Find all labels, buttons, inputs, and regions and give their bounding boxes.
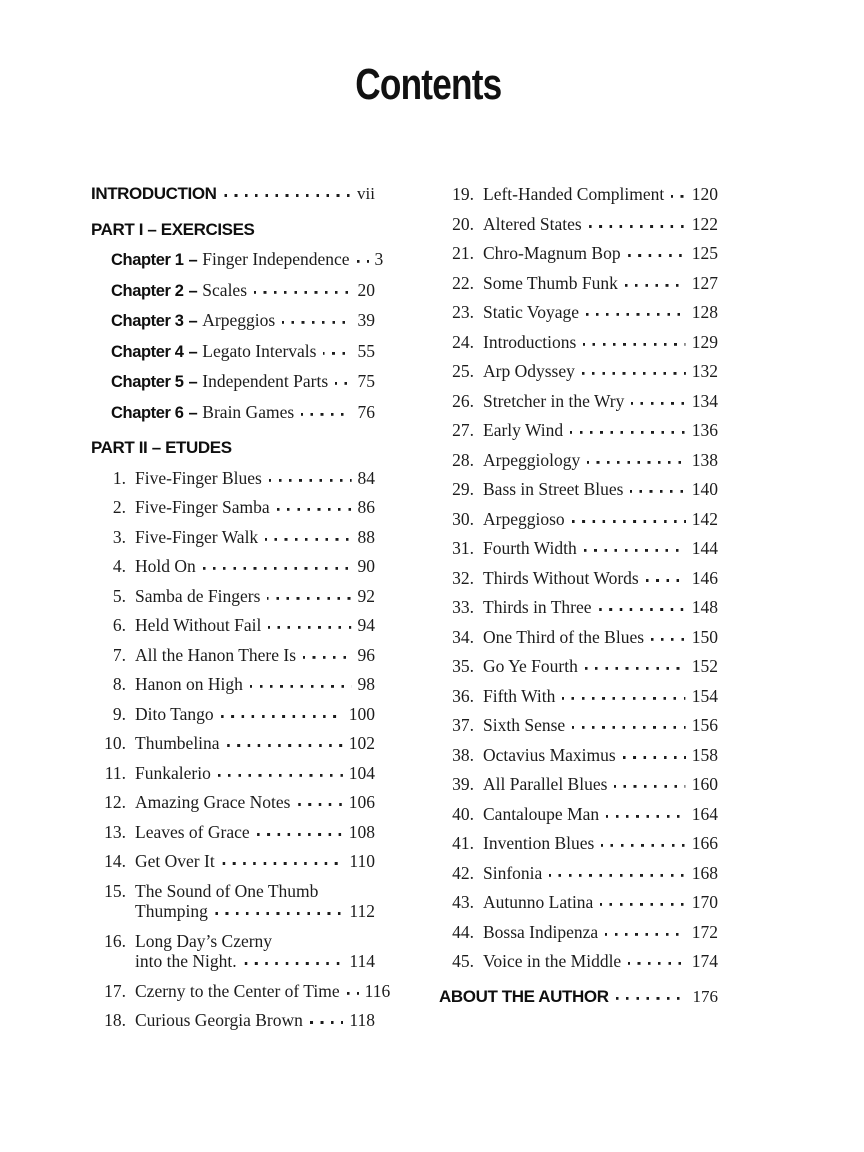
dot-leader — [254, 291, 351, 294]
toc-entry-etude-27 — [439, 420, 718, 441]
etude-number: 14. — [104, 851, 126, 871]
toc-entry-etude-1 — [91, 468, 375, 489]
page-number: 20 — [357, 279, 375, 300]
toc-entry-chapter-2 — [91, 280, 375, 302]
etude-number: 27. — [452, 420, 474, 440]
etude-title-line1: The Sound of One Thumb — [135, 880, 319, 901]
part2-heading: PART II – ETUDES — [91, 438, 232, 457]
page-number: 112 — [349, 901, 375, 921]
page-number: 129 — [691, 331, 718, 352]
toc-entry-etude-42 — [439, 863, 718, 884]
page-number: 160 — [691, 774, 718, 794]
page-number: 142 — [691, 508, 718, 529]
etude-title: Left-Handed Compliment — [483, 184, 665, 204]
etude-title: Get Over It — [135, 851, 215, 871]
etude-title-line2: into the Night. — [135, 951, 237, 971]
etude-title: Bass in Street Blues — [483, 479, 624, 499]
etude-number: 6. — [112, 615, 126, 635]
etude-title: Arpeggiology — [483, 449, 581, 470]
page-number: 140 — [691, 479, 718, 499]
etude-title: Arp Odyssey — [483, 361, 575, 381]
toc-entry-etude-4 — [91, 556, 375, 577]
etude-title-line1: Long Day’s Czerny — [135, 930, 273, 951]
toc-entry-etude-14 — [91, 851, 375, 872]
etude-number: 41. — [452, 833, 474, 853]
etude-title: Early Wind — [483, 420, 564, 440]
dot-leader — [625, 284, 686, 287]
chapter-title: Arpeggios — [202, 310, 276, 330]
etude-number: 29. — [452, 479, 474, 499]
toc-entry-etude-44 — [439, 922, 718, 943]
page-number: 102 — [348, 733, 375, 753]
etude-number: 8. — [112, 674, 126, 694]
dot-leader — [651, 638, 686, 641]
toc-entry-etude-16 — [91, 931, 375, 972]
etude-number: 1. — [112, 467, 126, 488]
etude-title: Introductions — [483, 331, 577, 352]
etude-number: 25. — [452, 361, 474, 381]
etude-number: 33. — [452, 597, 474, 617]
page-number: 75 — [357, 371, 375, 391]
chapter-label: Chapter 2 — [111, 281, 184, 300]
etude-number: 5. — [112, 585, 126, 606]
toc-entry-chapter-4 — [91, 341, 375, 363]
chapter-title: Independent Parts — [202, 371, 329, 391]
etude-title: Stretcher in the Wry — [483, 390, 625, 411]
etude-title: One Third of the Blues — [483, 626, 645, 647]
about-author-label: ABOUT THE AUTHOR — [439, 986, 609, 1006]
etude-title: Five-Finger Walk — [135, 526, 259, 547]
etude-number: 36. — [452, 685, 474, 706]
page-number: 168 — [691, 862, 718, 883]
dash: – — [188, 403, 198, 422]
dot-leader — [630, 490, 685, 493]
page-number: 92 — [357, 585, 375, 606]
toc-entry-etude-30 — [439, 509, 718, 530]
toc-column-left — [91, 184, 391, 1040]
dot-leader — [267, 597, 351, 600]
etude-number: 45. — [452, 951, 474, 971]
page-number: 116 — [364, 980, 391, 1001]
etude-number: 21. — [452, 243, 474, 263]
dot-leader — [549, 874, 685, 877]
dot-leader — [357, 260, 369, 263]
dot-leader — [301, 413, 351, 416]
etude-title: Thirds Without Words — [483, 567, 639, 588]
dot-leader — [616, 997, 687, 1000]
etude-number: 35. — [452, 656, 474, 676]
page-number: 39 — [357, 310, 375, 330]
page-number: 166 — [691, 833, 718, 853]
etude-number: 39. — [452, 774, 474, 794]
page-number: vii — [357, 184, 375, 203]
etude-title: Go Ye Fourth — [483, 656, 578, 676]
page-number: 110 — [349, 851, 375, 871]
page-number: 114 — [349, 951, 375, 971]
dot-leader — [628, 254, 686, 257]
etude-title: Curious Georgia Brown — [135, 1010, 303, 1030]
page-number: 98 — [357, 674, 375, 694]
chapter-label: Chapter 3 — [111, 312, 184, 330]
toc-entry-etude-35 — [439, 656, 718, 677]
dot-leader — [587, 461, 686, 464]
toc-entry-chapter-1 — [91, 249, 384, 271]
etude-title: Held Without Fail — [135, 615, 262, 635]
toc-entry-etude-33 — [439, 597, 718, 618]
toc-entry-etude-29 — [439, 479, 718, 500]
etude-title: Funkalerio — [135, 762, 211, 783]
etude-title: All the Hanon There Is — [135, 644, 297, 665]
page-number: 127 — [691, 272, 718, 293]
etude-number: 24. — [452, 331, 474, 352]
etude-number: 10. — [104, 733, 126, 753]
dot-leader — [600, 903, 685, 906]
etude-title-line2: Thumping — [135, 901, 208, 921]
dot-leader — [203, 567, 352, 570]
page-number: 132 — [691, 361, 718, 381]
page-number: 94 — [357, 615, 375, 635]
toc-entry-etude-25 — [439, 361, 718, 382]
page-number: 170 — [691, 892, 718, 912]
page-number: 136 — [691, 420, 718, 440]
dot-leader — [218, 774, 343, 777]
etude-number: 2. — [112, 497, 126, 517]
dot-leader — [224, 194, 352, 197]
dot-leader — [614, 785, 685, 788]
etude-title: Arpeggioso — [483, 508, 565, 529]
etude-number: 28. — [452, 449, 474, 470]
page-number: 152 — [691, 656, 718, 676]
toc-entry-etude-45 — [439, 951, 718, 972]
dot-leader — [310, 1021, 344, 1024]
chapter-title: Brain Games — [202, 401, 295, 422]
etude-number: 42. — [452, 862, 474, 883]
etude-number: 17. — [104, 980, 126, 1001]
etude-number: 26. — [452, 390, 474, 411]
toc-entry-chapter-5 — [91, 371, 375, 393]
dash: – — [188, 251, 198, 269]
etude-title: All Parallel Blues — [483, 774, 608, 794]
dot-leader — [589, 225, 686, 228]
dot-leader — [277, 508, 352, 511]
dot-leader — [582, 372, 686, 375]
dot-leader — [250, 685, 352, 688]
toc-entry-etude-3 — [91, 527, 375, 548]
page-number: 96 — [357, 644, 375, 665]
page-title — [0, 60, 856, 110]
dot-leader — [584, 549, 686, 552]
dot-leader — [257, 833, 343, 836]
dot-leader — [646, 579, 686, 582]
etude-title: Altered States — [483, 213, 582, 234]
toc-entry-etude-37 — [439, 715, 718, 736]
dot-leader — [335, 382, 351, 385]
toc-entry-etude-7 — [91, 645, 375, 666]
page-number: 88 — [357, 526, 375, 547]
etude-title: Hold On — [135, 556, 196, 576]
toc-entry-etude-28 — [439, 450, 718, 471]
dot-leader — [222, 862, 344, 865]
etude-title: Sinfonia — [483, 862, 543, 883]
page-number: 120 — [691, 184, 718, 204]
toc-entry-introduction — [91, 184, 375, 205]
etude-number: 31. — [452, 538, 474, 558]
dot-leader — [265, 538, 351, 541]
dash: – — [188, 312, 198, 330]
page-number: 172 — [691, 921, 718, 942]
etude-number: 40. — [452, 803, 474, 824]
dot-leader — [303, 656, 351, 659]
toc-entry-etude-22 — [439, 273, 718, 294]
toc-entry-chapter-3 — [91, 310, 375, 332]
dot-leader — [244, 962, 344, 965]
etude-title-block — [135, 881, 375, 922]
etude-number: 12. — [104, 792, 126, 812]
etude-number: 38. — [452, 744, 474, 765]
toc-entry-etude-32 — [439, 568, 718, 589]
chapter-label: Chapter 5 — [111, 373, 184, 391]
etude-title: Chro-Magnum Bop — [483, 243, 621, 263]
toc-entry-etude-19 — [439, 184, 718, 205]
etude-title: Five-Finger Blues — [135, 467, 262, 488]
chapter-title: Finger Independence — [202, 249, 350, 269]
dot-leader — [215, 912, 343, 915]
etude-number: 3. — [112, 526, 126, 547]
dot-leader — [298, 803, 343, 806]
chapter-label: Chapter 6 — [111, 403, 184, 422]
toc-entry-etude-17 — [91, 980, 391, 1002]
etude-title: Sixth Sense — [483, 715, 566, 735]
toc-entry-about-the-author — [439, 987, 718, 1008]
toc-entry-chapter-6 — [91, 402, 375, 424]
dot-leader — [562, 697, 685, 700]
page-number: 128 — [691, 302, 718, 322]
page-number: 84 — [357, 467, 375, 488]
etude-title: Thirds in Three — [483, 597, 592, 617]
page-number: 125 — [691, 243, 718, 263]
etude-number: 43. — [452, 892, 474, 912]
page-number: 164 — [691, 803, 718, 824]
dot-leader — [572, 520, 686, 523]
toc-entry-etude-5 — [91, 586, 375, 607]
page-number: 176 — [692, 986, 718, 1006]
dot-leader — [586, 313, 686, 316]
introduction-label: INTRODUCTION — [91, 184, 217, 203]
etude-number: 11. — [104, 762, 126, 783]
toc-entry-etude-34 — [439, 627, 718, 648]
page-number: 104 — [348, 762, 375, 783]
etude-title: Cantaloupe Man — [483, 803, 600, 824]
dot-leader — [605, 933, 686, 936]
etude-number: 9. — [112, 703, 126, 724]
dot-leader — [282, 321, 351, 324]
toc-entry-etude-15 — [91, 881, 375, 922]
page-number: 146 — [691, 567, 718, 588]
etude-title: Samba de Fingers — [135, 585, 261, 606]
etude-number: 4. — [112, 556, 126, 576]
page-number: 154 — [691, 685, 718, 706]
etude-title-block — [135, 931, 375, 972]
etude-number: 16. — [104, 930, 126, 951]
page-number: 100 — [348, 703, 375, 724]
etude-title: Autunno Latina — [483, 892, 594, 912]
page-number: 174 — [691, 951, 718, 971]
toc-entry-etude-21 — [439, 243, 718, 264]
chapter-label: Chapter 1 — [111, 251, 184, 269]
toc-entry-etude-10 — [91, 733, 375, 754]
toc-entry-etude-31 — [439, 538, 718, 559]
etude-title: Thumbelina — [135, 733, 220, 753]
page-number: 122 — [691, 213, 718, 234]
etude-title: Invention Blues — [483, 833, 595, 853]
etude-number: 7. — [112, 644, 126, 665]
etude-number: 23. — [452, 302, 474, 322]
toc-column-right — [439, 184, 718, 1016]
dot-leader — [221, 715, 343, 718]
toc-entry-etude-6 — [91, 615, 375, 636]
page-number: 118 — [349, 1010, 375, 1030]
toc-entry-etude-23 — [439, 302, 718, 323]
page-number: 156 — [691, 715, 718, 735]
dot-leader — [347, 992, 359, 995]
page-number: 90 — [357, 556, 375, 576]
toc-entry-etude-41 — [439, 833, 718, 854]
page-number: 134 — [691, 390, 718, 411]
dot-leader — [671, 195, 685, 198]
toc-entry-etude-24 — [439, 332, 718, 353]
etude-title: Czerny to the Center of Time — [135, 980, 340, 1001]
dot-leader — [585, 667, 686, 670]
etude-number: 18. — [104, 1010, 126, 1030]
etude-title: Voice in the Middle — [483, 951, 622, 971]
etude-number: 15. — [104, 880, 126, 901]
etude-number: 37. — [452, 715, 474, 735]
dot-leader — [628, 962, 686, 965]
page-number: 106 — [348, 792, 375, 812]
dot-leader — [572, 726, 686, 729]
etude-number: 19. — [452, 184, 474, 204]
page-number: 144 — [691, 538, 718, 558]
etude-title: Static Voyage — [483, 302, 580, 322]
page-number: 138 — [691, 449, 718, 470]
etude-title: Dito Tango — [135, 703, 214, 724]
dot-leader — [269, 479, 352, 482]
etude-title: Octavius Maximus — [483, 744, 616, 765]
page-number: 76 — [357, 401, 375, 422]
dot-leader — [570, 431, 686, 434]
dot-leader — [599, 608, 686, 611]
etude-title: Fifth With — [483, 685, 556, 706]
page-number: 158 — [691, 744, 718, 765]
toc-entry-etude-39 — [439, 774, 718, 795]
etude-number: 30. — [452, 508, 474, 529]
page-number: 148 — [691, 597, 718, 617]
page-number: 55 — [357, 340, 375, 361]
etude-title: Some Thumb Funk — [483, 272, 618, 293]
etude-number: 20. — [452, 213, 474, 234]
etude-title: Bossa Indipenza — [483, 921, 599, 942]
page-title-text: Contents — [354, 60, 502, 109]
toc-entry-etude-2 — [91, 497, 375, 518]
etude-number: 22. — [452, 272, 474, 293]
dot-leader — [623, 756, 686, 759]
etude-number: 32. — [452, 567, 474, 588]
toc-entry-etude-20 — [439, 214, 718, 235]
toc-entry-etude-11 — [91, 763, 375, 784]
etude-number: 44. — [452, 921, 474, 942]
etude-title: Leaves of Grace — [135, 821, 250, 842]
chapter-title: Legato Intervals — [202, 340, 317, 361]
chapter-label: Chapter 4 — [111, 342, 184, 361]
toc-entry-etude-12 — [91, 792, 375, 813]
toc-entry-etude-18 — [91, 1010, 375, 1031]
etude-title: Amazing Grace Notes — [135, 792, 291, 812]
etude-number: 34. — [452, 626, 474, 647]
etude-title: Fourth Width — [483, 538, 577, 558]
etude-title: Five-Finger Samba — [135, 497, 270, 517]
toc-entry-etude-40 — [439, 804, 718, 825]
toc-entry-etude-26 — [439, 391, 718, 412]
toc-entry-etude-8 — [91, 674, 375, 695]
dot-leader — [631, 402, 685, 405]
etude-number: 13. — [104, 821, 126, 842]
toc-entry-etude-13 — [91, 822, 375, 843]
dot-leader — [606, 815, 686, 818]
dot-leader — [583, 343, 685, 346]
page-number: 86 — [357, 497, 375, 517]
toc-entry-etude-36 — [439, 686, 718, 707]
page-number: 108 — [348, 821, 375, 842]
dash: – — [188, 373, 198, 391]
dash: – — [188, 281, 198, 300]
dash: – — [188, 342, 198, 361]
dot-leader — [323, 352, 351, 355]
page-number: 3 — [374, 249, 384, 269]
page-number: 150 — [691, 626, 718, 647]
dot-leader — [268, 626, 351, 629]
part1-heading: PART I – EXERCISES — [91, 219, 255, 239]
dot-leader — [601, 844, 685, 847]
chapter-title: Scales — [202, 279, 248, 300]
toc-entry-etude-43 — [439, 892, 718, 913]
toc-entry-etude-38 — [439, 745, 718, 766]
etude-title: Hanon on High — [135, 674, 243, 694]
dot-leader — [227, 744, 343, 747]
toc-entry-etude-9 — [91, 704, 375, 725]
